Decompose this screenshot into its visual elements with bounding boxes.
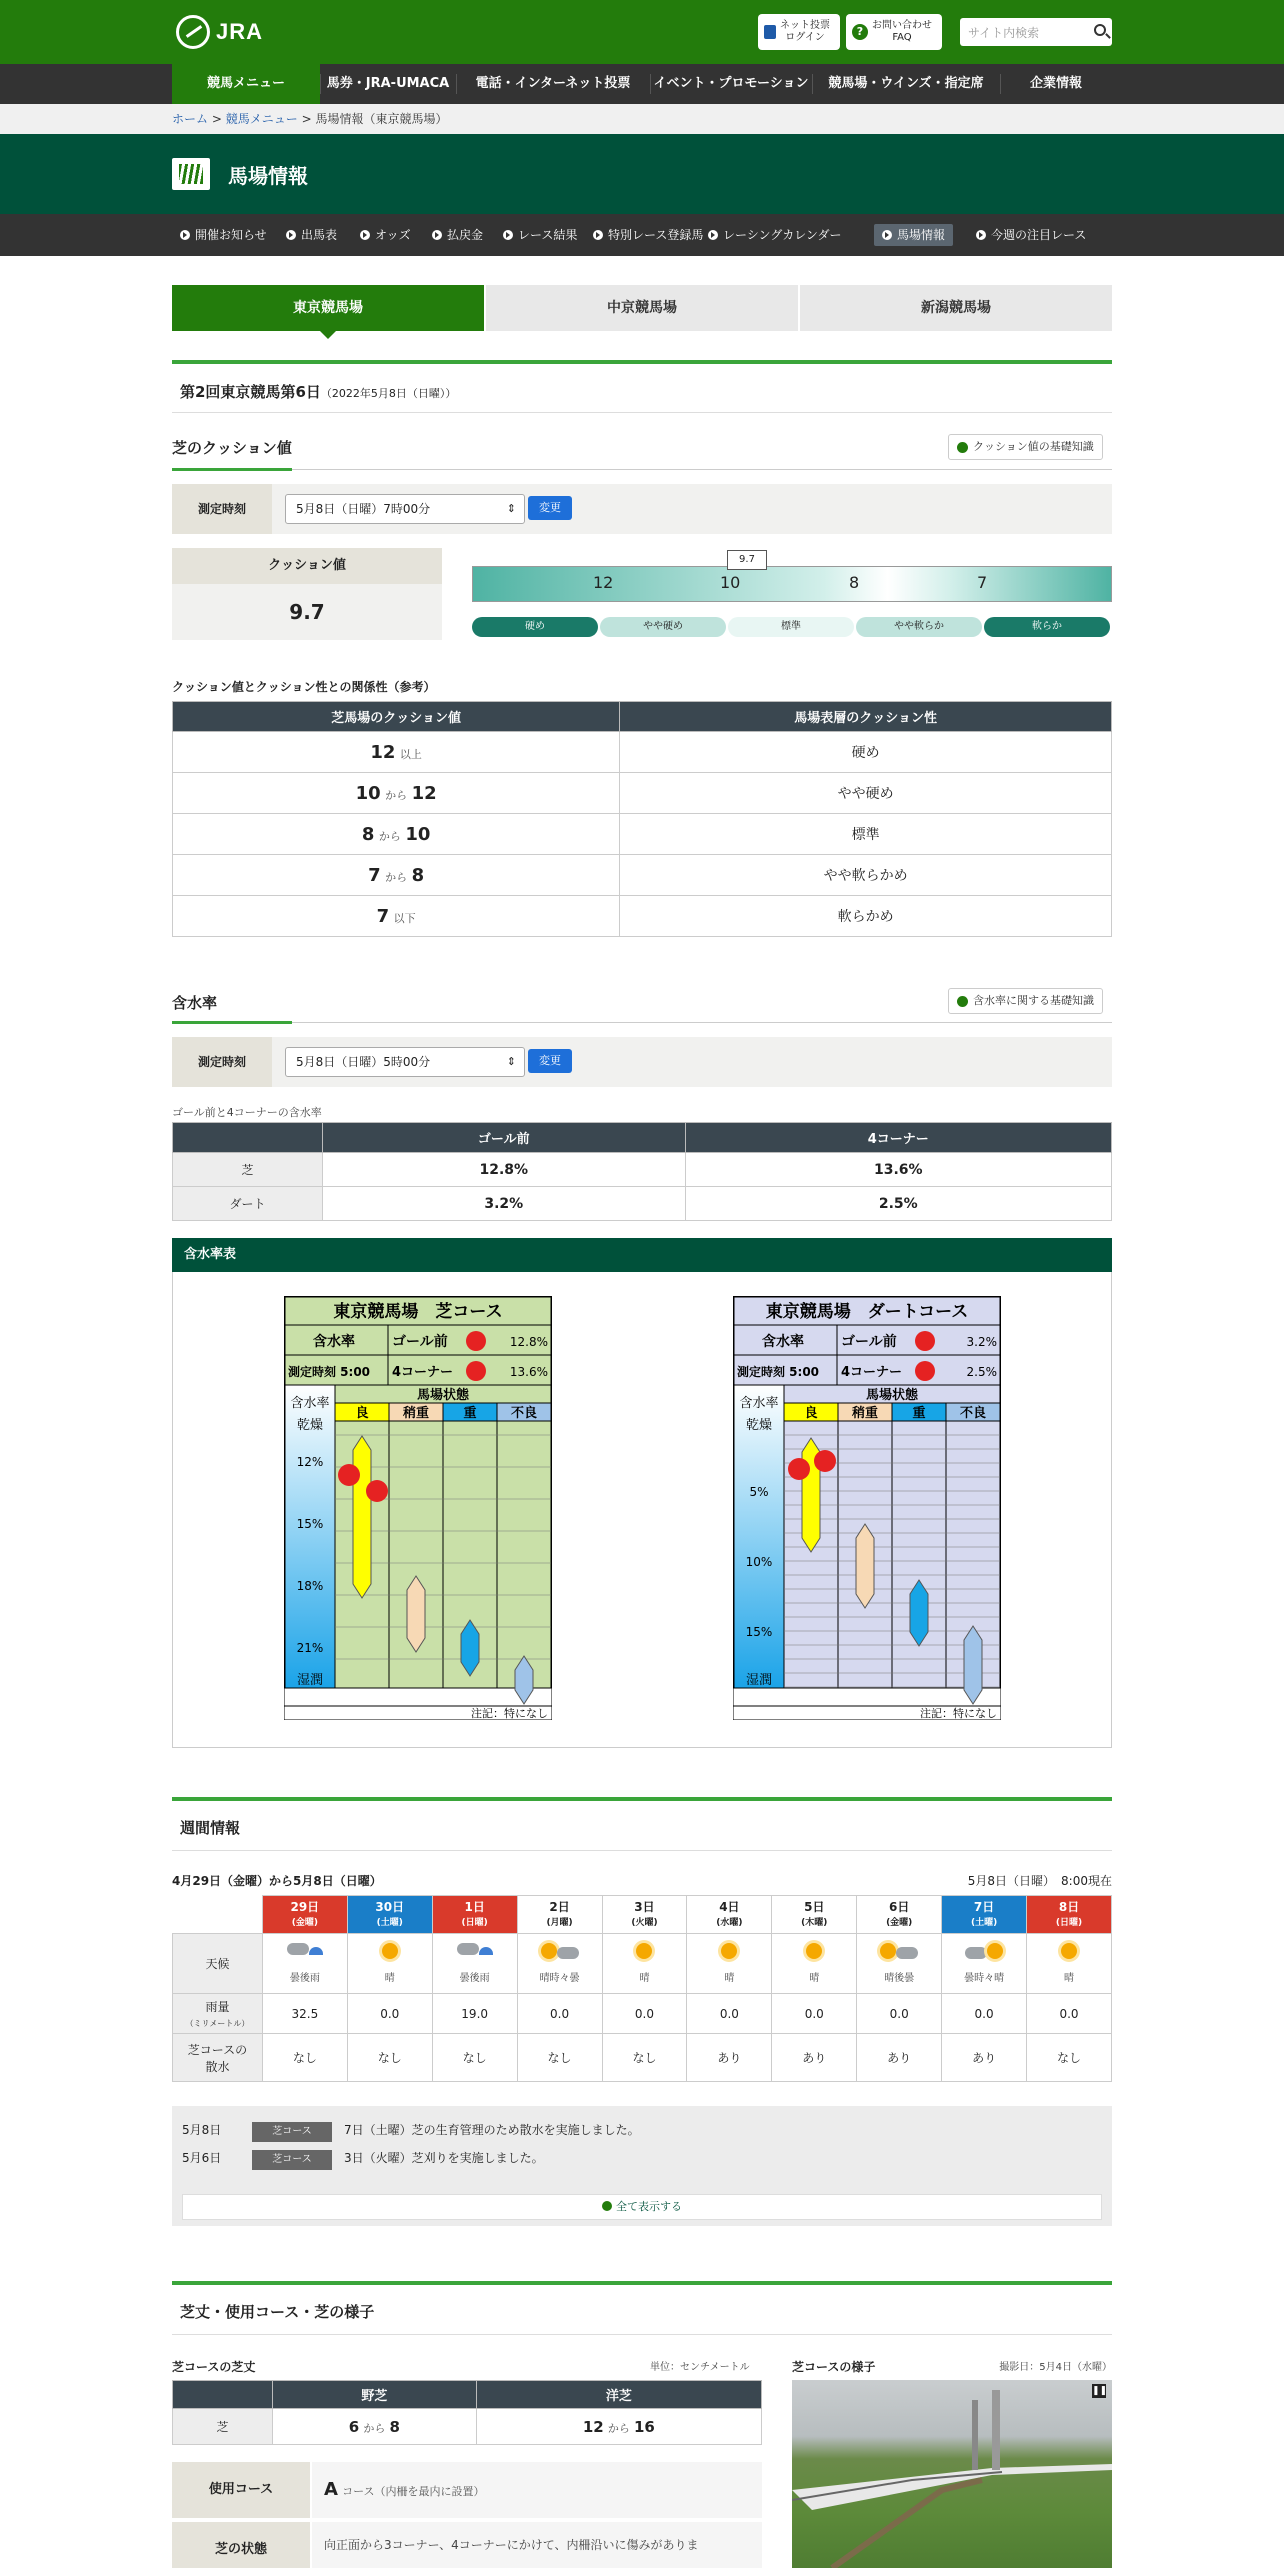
weekly-date: 29日 (金曜) [262,1896,347,1934]
grade-label: 標準 [728,617,854,637]
grade-label: 軟らか [984,617,1110,637]
arrow-icon [593,230,603,240]
relation-row: 8 から 10 標準 [173,814,1112,855]
divider [172,1797,1112,1801]
turf-length-title: 芝コースの芝丈 [172,2360,256,2374]
divider [320,74,321,94]
moisture-measure-box: 測定時刻 5月8日（日曜）5時00分 ⇕ 変更 [172,1037,1112,1087]
svg-text:含水率: 含水率 [762,1334,804,1350]
svg-text:含水率: 含水率 [290,1396,330,1411]
moisture-tick: 21% [296,1641,324,1655]
svg-text:湿潤: 湿潤 [296,1673,324,1688]
corner-marker [466,1361,486,1381]
arrow-icon [976,230,986,240]
arrow-icon [503,230,513,240]
moisture-tick: 5% [749,1485,769,1499]
snav-item[interactable]: オッズ [352,224,419,246]
snav-item[interactable]: 出馬表 [278,224,345,246]
weather-icon [942,1943,1026,1965]
weekly-date: 5日 (木曜) [772,1896,857,1934]
divider [456,74,457,94]
cushion-time-select[interactable]: 5月8日（日曜）7時00分 ⇕ [285,494,525,524]
snav-item[interactable]: 特別レース登録馬 [585,224,711,246]
snav-item[interactable]: レース結果 [495,224,585,246]
show-all-button[interactable]: 全て表示する [182,2194,1102,2220]
weekly-rain-row: 雨量 （ミリメートル） 32.5 0.0 19.0 0.0 0.0 0.0 0.0 0.0 0.0 0.0 [173,1994,1112,2034]
svg-text:13.6%: 13.6% [509,1365,548,1379]
arrow-icon [286,230,296,240]
moisture-heading: 含水率 [172,994,218,1012]
divider [812,74,813,94]
tab-niigata[interactable]: 新潟競馬場 [800,285,1112,331]
moisture-time-select[interactable]: 5月8日（日曜）5時00分 ⇕ [285,1047,525,1077]
weekly-sprinkle-row: 芝コースの 散水 なし なし なし なし なし あり あり あり あり なし [173,2034,1112,2082]
gnav-item[interactable]: 馬券・JRA-UMACA [326,76,450,91]
page-title: 馬場情報 [228,164,308,188]
state-col-label: 重 [463,1406,477,1421]
grade-label: やや硬め [600,617,726,637]
gnav-item[interactable]: 競馬場・ウインズ・指定席 [828,76,984,91]
weekly-heading: 週間情報 [180,1819,241,1837]
snav-item[interactable]: 今週の注目レース [968,224,1094,246]
state-col-label: 不良 [959,1406,987,1421]
weekly-range: 4月29日（金曜）から5月8日（日曜） [172,1874,382,1888]
weekly-date: 2日 (月曜) [517,1896,602,1934]
moisture-knowledge-button[interactable]: 含水率に関する基礎知識 [948,988,1103,1014]
login-button[interactable]: ネット投票 ログイン [758,14,840,50]
gnav-item[interactable]: 電話・インターネット投票 [475,76,631,91]
jra-logo[interactable]: JRA [176,14,263,50]
cushion-value-label: クッション値 [172,548,442,584]
course-value: A コース（内柵を最内に設置） [312,2462,762,2518]
moisture-table: ゴール前 4コーナー 芝 12.8% 13.6% ダート 3.2% 2.5% [172,1122,1112,1221]
photo-date: 撮影日：5月4日（水曜） [999,2362,1112,2373]
moisture-caption: ゴール前と4コーナーの含水率 [172,1106,322,1119]
cushion-relation-table: 芝馬場のクッション値 馬場表層のクッション性 12 以上 硬め 10 から 12 やや硬め 8 から 10 標準 7 から 8 やや軟らかめ 7 以下 軟らかめ [172,701,1112,937]
photo-title: 芝コースの様子 [792,2360,876,2374]
cushion-marker: 9.7 [727,550,767,570]
arrow-icon [180,230,190,240]
moisture-chart-box [172,1272,1112,1748]
state-range [353,1436,371,1598]
site-header [0,0,1284,64]
condition-label: 芝の状態 [172,2522,310,2568]
cushion-scale-bar: 12 10 8 7 [472,566,1112,602]
jra-mark-icon [176,15,210,49]
arrow-icon [708,230,718,240]
weather-icon [857,1943,941,1965]
state-col-label: 良 [355,1406,369,1421]
cushion-grade-bar [472,617,1112,637]
svg-text:3.2%: 3.2% [966,1335,997,1349]
relation-row: 12 以上 硬め [173,732,1112,773]
divider [172,2334,1112,2335]
divider [1000,74,1001,94]
weekly-date: 7日 (土曜) [942,1896,1027,1934]
relation-row: 7 から 8 やや軟らかめ [173,855,1112,896]
state-col-label: 稍重 [851,1406,879,1421]
cushion-change-button[interactable]: 変更 [528,496,572,520]
moisture-chart-title: 含水率表 [172,1238,1112,1272]
svg-text:馬場状態: 馬場状態 [865,1388,919,1403]
arrow-icon [432,230,442,240]
weather-icon [348,1943,432,1965]
svg-text:測定時刻 5:00: 測定時刻 5:00 [288,1365,371,1379]
turf-length-unit: 単位：センチメートル [650,2362,750,2373]
gnav-item[interactable]: 企業情報 [1029,76,1082,91]
divider [172,2281,1112,2285]
note-tag: 芝コース [252,2122,332,2142]
condition-text: 向正面から3コーナー、4コーナーにかけて、内柵沿いに傷みがありま [312,2522,762,2568]
cushion-heading: 芝のクッション値 [172,439,292,457]
state-col-label: 良 [804,1406,818,1421]
relation-row: 10 から 12 やや硬め [173,773,1112,814]
svg-text:乾燥: 乾燥 [745,1418,773,1433]
weekly-date: 4日 (水曜) [687,1896,772,1934]
state-col-label: 稍重 [402,1406,430,1421]
moisture-tick: 10% [745,1555,773,1569]
goal-marker [788,1458,810,1480]
pause-icon[interactable]: ❚❚ [1092,2386,1108,2396]
chart-title: 東京競馬場 芝コース [333,1302,503,1322]
weather-icon [1027,1943,1111,1965]
relation-row: 7 以下 軟らかめ [173,896,1112,937]
turf-photo[interactable] [792,2380,1112,2568]
turf-heading: 芝丈・使用コース・芝の様子 [180,2303,375,2321]
weather-icon [603,1943,687,1965]
svg-text:ゴール前: ゴール前 [841,1334,897,1350]
weather-icon [263,1943,347,1965]
arrow-icon [882,230,892,240]
turf-photo-image [792,2380,1112,2568]
svg-text:湿潤: 湿潤 [745,1673,773,1688]
chevron-down-icon [602,2201,612,2211]
state-col-label: 不良 [510,1406,538,1421]
weekly-date: 6日 (金曜) [857,1896,942,1934]
divider [172,1022,1112,1023]
snav-item[interactable]: 馬場情報 [874,224,953,246]
corner-marker [915,1361,935,1381]
snav-item[interactable]: レーシングカレンダー [700,224,849,246]
state-range [964,1626,982,1704]
breadcrumb-home[interactable]: ホーム [172,112,209,126]
chart-title: 東京競馬場 ダートコース [765,1302,969,1322]
gnav-item[interactable]: イベント・プロモーション [653,76,809,91]
meeting-title: 第2回東京競馬第6日（2022年5月8日（日曜）） [180,383,457,401]
svg-text:含水率: 含水率 [313,1334,355,1350]
svg-text:2.5%: 2.5% [966,1365,997,1379]
svg-text:注記：特になし: 注記：特になし [471,1707,548,1720]
weekly-date: 1日 (日曜) [432,1896,517,1934]
weekly-date: 8日 (日曜) [1027,1896,1112,1934]
svg-text:含水率: 含水率 [739,1396,779,1411]
racecourse-tabs [172,285,1112,331]
moisture-tick: 15% [296,1517,324,1531]
search-icon[interactable] [1094,24,1106,36]
svg-text:4コーナー: 4コーナー [841,1365,903,1380]
grade-label: やや軟らか [856,617,982,637]
breadcrumb-menu[interactable]: 競馬メニュー [225,112,298,126]
divider [650,74,651,94]
arrow-icon [360,230,370,240]
svg-text:ゴール前: ゴール前 [392,1334,448,1350]
snav-item[interactable]: 払戻金 [424,224,491,246]
weekly-note: 5月6日 芝コース 3日（火曜）芝刈りを実施しました。 [182,2148,544,2168]
weekly-notes [172,2106,1112,2226]
cushion-knowledge-button[interactable]: クッション値の基礎知識 [948,434,1103,460]
moisture-row-turf: 芝 12.8% 13.6% [173,1153,1112,1187]
cushion-value: 9.7 [172,584,442,640]
weekly-table [172,1895,1112,2082]
page-header [0,134,1284,214]
state-range [910,1580,928,1646]
weekly-note: 5月8日 芝コース 7日（土曜）芝の生育管理のため散水を実施しました。 [182,2120,640,2140]
weekly-date-row [173,1896,1112,1934]
grade-label: 硬め [472,617,598,637]
corner-marker [366,1480,388,1502]
weather-icon [772,1943,856,1965]
cushion-measure-box: 測定時刻 5月8日（日曜）7時00分 ⇕ 変更 [172,484,1112,534]
lock-icon [764,25,776,39]
svg-text:12.8%: 12.8% [509,1335,548,1349]
divider [172,469,1112,470]
corner-marker [814,1450,836,1472]
moisture-tick: 18% [296,1579,324,1593]
moisture-change-button[interactable]: 変更 [528,1049,572,1073]
moisture-row-dirt: ダート 3.2% 2.5% [173,1187,1112,1221]
turf-moisture-chart [284,1296,552,1720]
weekly-weather-row: 天候 曇後雨 晴 曇後雨 晴時々曇 晴 晴 晴 晴後曇 曇時々晴 晴 [173,1934,1112,1994]
divider [172,412,1112,413]
svg-text:馬場状態: 馬場状態 [416,1388,470,1403]
goal-marker [466,1331,486,1351]
state-range [407,1576,425,1652]
breadcrumb: ホーム > 競馬メニュー > 馬場情報（東京競馬場） [0,104,1284,134]
weather-icon [433,1943,517,1965]
gnav-item[interactable]: 競馬メニュー [172,64,320,104]
weather-icon [518,1943,602,1965]
svg-text:注記：特になし: 注記：特になし [920,1707,997,1720]
turf-length-table: 野芝 洋芝 芝 6 から 8 12 から 16 [172,2380,762,2445]
note-tag: 芝コース [252,2150,332,2170]
weekly-asof: 5月8日（日曜） 8:00現在 [967,1874,1112,1888]
dirt-moisture-chart [733,1296,1001,1720]
turf-icon [172,158,210,190]
sub-nav [0,214,1284,256]
weekly-date: 3日 (火曜) [602,1896,687,1934]
moisture-tick: 12% [296,1455,324,1469]
goal-marker [338,1464,360,1486]
question-icon: ? [852,24,868,40]
weather-icon [687,1943,771,1965]
faq-button[interactable]: ? お問い合わせ FAQ [846,14,942,50]
snav-item[interactable]: 開催お知らせ [172,224,275,246]
weekly-date: 30日 (土曜) [347,1896,432,1934]
global-nav [0,64,1284,104]
svg-text:4コーナー: 4コーナー [392,1365,454,1380]
svg-text:測定時刻 5:00: 測定時刻 5:00 [737,1365,820,1379]
state-range [856,1524,874,1608]
divider [172,1850,1112,1851]
course-label: 使用コース [172,2462,310,2518]
goal-marker [915,1331,935,1351]
moisture-tick: 15% [745,1625,773,1639]
search-input[interactable]: サイト内検索 [960,18,1112,46]
svg-text:乾燥: 乾燥 [296,1418,324,1433]
divider [172,360,1112,364]
tab-tokyo[interactable]: 東京競馬場 [172,285,484,331]
relation-title: クッション値とクッション性との関係性（参考） [172,680,436,694]
state-col-label: 重 [912,1406,926,1421]
tab-chukyo[interactable]: 中京競馬場 [486,285,798,331]
